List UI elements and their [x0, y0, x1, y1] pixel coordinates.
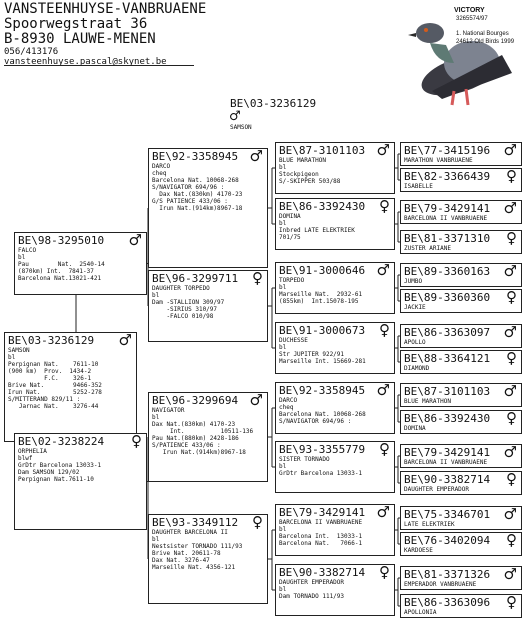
female-icon: ♀: [252, 514, 263, 531]
pedigree-detail-line: Dam TORNADO 111/93: [279, 593, 345, 600]
ring-number: BE\93-3355779: [279, 443, 366, 456]
pedigree-detail-line: DARCO: [152, 163, 171, 170]
photo-title: VICTORY: [454, 7, 485, 14]
pedigree-detail-line: SISTER TORNADO: [279, 456, 330, 463]
ring-number: BE\93-3349112: [152, 516, 239, 529]
breeder-street: Spoorwegstraat 36: [4, 16, 148, 32]
pedigree-detail-line: Marseille Nat. 4356-121: [152, 564, 236, 571]
male-icon: ♂: [503, 566, 517, 583]
pedigree-detail-line: DOMINA: [279, 213, 301, 220]
female-icon: ♀: [506, 230, 517, 247]
pedigree-detail-line: Perpignan Nat.7611-10: [18, 476, 94, 483]
pedigree-detail-line: Str JUPITER 922/91: [279, 351, 345, 358]
pedigree-detail-line: bl: [279, 526, 287, 533]
ring-number: BE\90-3382714: [279, 566, 366, 579]
pedigree-detail-line: Barcelona Int. 13033-1: [279, 533, 363, 540]
pedigree-detail-line: Dam -STALLION 309/97: [152, 299, 225, 306]
pedigree-detail-line: ORPHELIA: [18, 448, 47, 455]
breeder-email: vansteenhuyse.pascal@skynet.be: [4, 57, 167, 67]
pedigree-box-g12: [400, 471, 522, 495]
male-icon: ♂: [376, 262, 390, 279]
male-icon: ♂: [128, 232, 142, 249]
pedigree-box-g7: [400, 324, 522, 348]
pedigree-detail-line: Nestsister TORNADO 111/93: [152, 543, 243, 550]
pedigree-detail-line: ISABELLE: [404, 183, 433, 190]
ring-number: BE\86-3363097: [404, 326, 491, 339]
pedigree-detail-line: BARCELONA II VANBRUAENE: [279, 519, 363, 526]
pedigree-box-g9: [400, 383, 522, 407]
pedigree-detail-line: Brive Nat. 9466-352: [8, 382, 102, 389]
pedigree-box-mmf: [275, 504, 395, 556]
female-icon: ♀: [506, 350, 517, 367]
ring-number: BE\86-3363096: [404, 596, 491, 609]
male-icon: ♂: [503, 324, 517, 341]
female-icon: ♀: [506, 410, 517, 427]
pedigree-detail-line: DAUGHTER BARCELONA II: [152, 529, 228, 536]
pedigree-box-g14: [400, 532, 522, 556]
pedigree-detail-line: bl: [152, 536, 160, 543]
pedigree-detail-line: (900 km) Prov. 1434-2: [8, 368, 92, 375]
pedigree-detail-line: Jarnac Nat. 3276-44: [8, 403, 99, 410]
ring-number: BE\02-3238224: [18, 435, 105, 448]
female-icon: ♀: [506, 594, 517, 611]
pedigree-detail-line: Int. 10511-136: [152, 428, 254, 435]
pedigree-detail-line: DAUGHTER EMPERADOR: [404, 486, 470, 493]
pedigree-detail-line: APOLLO: [404, 339, 426, 346]
ring-number: BE\87-3101103: [404, 385, 491, 398]
pedigree-box-fmf: [275, 262, 395, 314]
pedigree-detail-line: -FALCO 010/98: [152, 313, 214, 320]
pedigree-box-mmm: [275, 564, 395, 616]
pedigree-box-mfm: [275, 441, 395, 493]
subject-sex-icon: ♂: [229, 109, 241, 124]
pedigree-detail-line: DIAMOND: [404, 365, 430, 372]
pedigree-detail-line: bl: [279, 164, 287, 171]
pedigree-detail-line: MARATHON VANBRUAENE: [404, 157, 473, 164]
male-icon: ♂: [376, 382, 390, 399]
pedigree-detail-line: DAUGHTER EMPERADOR: [279, 579, 345, 586]
ring-number: BE\79-3429141: [404, 446, 491, 459]
pedigree-detail-line: GrDtr Barcelona 13033-1: [18, 462, 102, 469]
pedigree-detail-line: TORPEDO: [279, 277, 305, 284]
pedigree-box-g6: [400, 289, 522, 313]
pedigree-detail-line: bl: [152, 414, 160, 421]
pedigree-detail-line: Irun Nat. 5252-278: [8, 389, 102, 396]
pedigree-detail-line: Pau Nat. 2540-14: [18, 261, 105, 268]
ring-number: BE\77-3415196: [404, 144, 491, 157]
pedigree-detail-line: BARCELONA II VANBRUAENE: [404, 215, 488, 222]
pedigree-box-g13: [400, 506, 522, 530]
pedigree-detail-line: Pau Nat.(880km) 2428-186: [152, 435, 239, 442]
ring-number: BE\81-3371326: [404, 568, 491, 581]
female-icon: ♀: [379, 322, 390, 339]
ring-number: BE\86-3392430: [279, 200, 366, 213]
pedigree-detail-line: ZUSTER ARIANE: [404, 245, 451, 252]
pedigree-detail-line: Marseille Int. 15669-281: [279, 358, 366, 365]
pedigree-detail-line: S/-SKIPPER 503/88: [279, 178, 341, 185]
pedigree-box-mf: [148, 392, 268, 482]
ring-number: BE\75-3346701: [404, 508, 491, 521]
pedigree-detail-line: Barcelona Nat. 7066-1: [279, 540, 363, 547]
pedigree-detail-line: Irun Nat.(914km)8967-18: [152, 205, 243, 212]
pedigree-box-g15: [400, 566, 522, 590]
ring-number: BE\91-3000646: [279, 264, 366, 277]
pedigree-detail-line: DOMINA: [404, 425, 426, 432]
pedigree-box-g16: [400, 594, 522, 618]
ring-number: BE\92-3358945: [152, 150, 239, 163]
pedigree-box-f: [14, 232, 147, 295]
pedigree-detail-line: BLUE MARATHON: [279, 157, 326, 164]
pedigree-detail-line: bl: [8, 354, 16, 361]
pedigree-detail-line: G/S PATIENCE 433/06 :: [152, 198, 228, 205]
pedigree-detail-line: Dam SAMSON 129/02: [18, 469, 80, 476]
pedigree-detail-line: S/NAVIGATOR 694/96 :: [279, 418, 352, 425]
pedigree-detail-line: BARCELONA II VANBRUAENE: [404, 459, 488, 466]
pedigree-detail-line: bl: [279, 220, 287, 227]
male-icon: ♂: [249, 392, 263, 409]
male-icon: ♂: [249, 148, 263, 165]
pedigree-box-g10: [400, 410, 522, 434]
ring-number: BE\87-3101103: [279, 144, 366, 157]
pedigree-detail-line: NAVIGATOR: [152, 407, 185, 414]
pedigree-detail-line: S/MITTERAND 829/11 :: [8, 396, 81, 403]
photo-line1: 1. National Bourges: [456, 31, 509, 37]
female-icon: ♀: [379, 564, 390, 581]
ring-number: BE\98-3295010: [18, 234, 105, 247]
ring-number: BE\92-3358945: [279, 384, 366, 397]
ring-number: BE\81-3371310: [404, 232, 491, 245]
pedigree-detail-line: bl: [279, 344, 287, 351]
breeder-city: B-8930 LAUWE-MENEN: [4, 31, 156, 47]
pedigree-box-fmm: [275, 322, 395, 374]
male-icon: ♂: [503, 383, 517, 400]
pedigree-detail-line: Dax Nat.(830km) 4170-23: [152, 421, 236, 428]
pedigree-detail-line: DARCO: [279, 397, 298, 404]
pedigree-box-ff: [148, 148, 268, 268]
pedigree-detail-line: S/NAVIGATOR 694/96 :: [152, 184, 225, 191]
ring-number: BE\91-3000673: [279, 324, 366, 337]
pedigree-detail-line: APOLLONIA: [404, 609, 437, 616]
female-icon: ♀: [252, 270, 263, 287]
pedigree-detail-line: blwf: [18, 455, 33, 462]
pedigree-detail-line: Barcelona Nat.13021-421: [18, 275, 102, 282]
photo-line2: 24612 Old Birds 1999: [456, 39, 515, 45]
ring-number: BE\79-3429141: [279, 506, 366, 519]
pedigree-detail-line: cheq: [279, 404, 294, 411]
male-icon: ♂: [503, 263, 517, 280]
female-icon: ♀: [379, 198, 390, 215]
pedigree-box-g1: [400, 142, 522, 166]
ring-number: BE\88-3364121: [404, 352, 491, 365]
pedigree-box-g11: [400, 444, 522, 468]
pedigree-detail-line: bl: [152, 292, 160, 299]
pedigree-detail-line: JUMBO: [404, 278, 423, 285]
pedigree-detail-line: GrDtr Barcelona 13033-1: [279, 470, 363, 477]
pedigree-detail-line: (870km) Int. 7841-37: [18, 268, 94, 275]
pedigree-detail-line: (855km) Int.15078-195: [279, 298, 359, 305]
ring-number: BE\96-3299711: [152, 272, 239, 285]
pedigree-box-mm: [148, 514, 268, 604]
male-icon: ♂: [503, 200, 517, 217]
pedigree-detail-line: DAUGHTER TORPEDO: [152, 285, 210, 292]
pedigree-box-g8: [400, 350, 522, 374]
pedigree-detail-line: LATE ELEKTRIEK: [404, 521, 455, 528]
pedigree-detail-line: KARDOESE: [404, 547, 433, 554]
pedigree-detail-line: Brive Nat. 20611-78: [152, 550, 221, 557]
breeder-phone: 056/413176: [4, 47, 59, 57]
male-icon: ♂: [503, 142, 517, 159]
pedigree-detail-line: bl: [279, 463, 287, 470]
ring-number: BE\90-3382714: [404, 473, 491, 486]
pedigree-detail-line: -SIRIUS 310/97: [152, 306, 218, 313]
female-icon: ♀: [506, 289, 517, 306]
pedigree-detail-line: JACKIE: [404, 304, 426, 311]
ring-number: BE\96-3299694: [152, 394, 239, 407]
subject-name: SAMSON: [230, 124, 252, 131]
pedigree-detail-line: F.C. 326-1: [8, 375, 92, 382]
pedigree-detail-line: DUCHESSE: [279, 337, 308, 344]
ring-number: BE\86-3392430: [404, 412, 491, 425]
pedigree-detail-line: Barcelona Nat. 10068-268: [152, 177, 239, 184]
pedigree-detail-line: BLUE MARATHON: [404, 398, 451, 405]
male-icon: ♂: [376, 142, 390, 159]
ring-number: BE\03-3236129: [8, 334, 95, 347]
pedigree-box-m: [14, 433, 147, 530]
pedigree-box-g4: [400, 230, 522, 254]
ring-number: BE\79-3429141: [404, 202, 491, 215]
pedigree-detail-line: Marseille Nat. 2932-61: [279, 291, 363, 298]
photo-ring: 3265574/97: [456, 16, 488, 22]
pedigree-detail-line: SAMSON: [8, 347, 30, 354]
breeder-name: VANSTEENHUYSE-VANBRUAENE: [4, 1, 207, 17]
pedigree-detail-line: Perpignan Nat. 7611-10: [8, 361, 99, 368]
pedigree-detail-line: Irun Nat.(914km)8967-18: [152, 449, 246, 456]
male-icon: ♂: [376, 504, 390, 521]
male-icon: ♂: [503, 444, 517, 461]
female-icon: ♀: [506, 471, 517, 488]
female-icon: ♀: [131, 433, 142, 450]
pedigree-detail-line: Barcelona Nat. 10068-268: [279, 411, 366, 418]
ring-number: BE\89-3360163: [404, 265, 491, 278]
pedigree-box-fff: [275, 142, 395, 194]
pedigree-detail-line: Dax Nat. 3276-47: [152, 557, 210, 564]
pedigree-box-fm: [148, 270, 268, 342]
pedigree-detail-line: bl: [279, 586, 287, 593]
pedigree-detail-line: Stockpigeon: [279, 171, 319, 178]
male-icon: ♂: [503, 506, 517, 523]
pedigree-detail-line: FALCO: [18, 247, 37, 254]
female-icon: ♀: [506, 532, 517, 549]
male-icon: ♂: [118, 332, 132, 349]
female-icon: ♀: [379, 441, 390, 458]
subject-ring: BE\03-3236129: [230, 97, 317, 110]
pedigree-box-mff: [275, 382, 395, 434]
ring-number: BE\82-3366439: [404, 170, 491, 183]
pedigree-detail-line: Inbred LATE ELEKTRIEK: [279, 227, 355, 234]
pedigree-detail-line: cheq: [152, 170, 167, 177]
pedigree-detail-line: bl: [18, 254, 26, 261]
ring-number: BE\76-3402094: [404, 534, 491, 547]
ring-number: BE\89-3360360: [404, 291, 491, 304]
pedigree-box-p1: [4, 332, 137, 442]
pedigree-detail-line: 701/75: [279, 234, 301, 241]
pedigree-detail-line: bl: [279, 284, 287, 291]
pedigree-detail-line: EMPERADOR VANBRUAENE: [404, 581, 477, 588]
female-icon: ♀: [506, 168, 517, 185]
pedigree-box-g2: [400, 168, 522, 192]
pedigree-box-ffm: [275, 198, 395, 250]
pedigree-detail-line: Dax Nat.(830km) 4170-23: [152, 191, 243, 198]
pedigree-detail-line: S/PATIENCE 433/06 :: [152, 442, 221, 449]
pedigree-box-g5: [400, 263, 522, 287]
pedigree-box-g3: [400, 200, 522, 224]
